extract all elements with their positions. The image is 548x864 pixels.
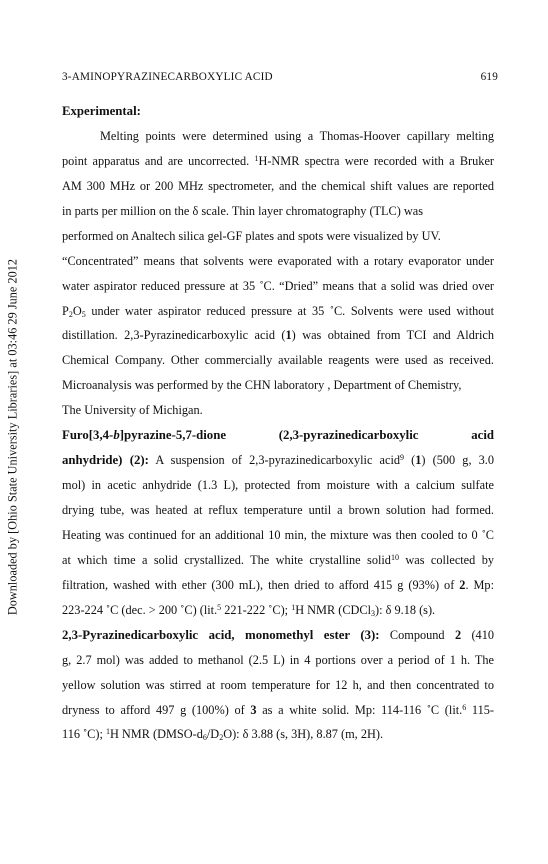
compound-heading: [62, 423, 494, 448]
text-span: point apparatus and are uncorrected.: [62, 153, 255, 168]
text-line: “Concentrated” means that solvents were evaporated with a rotary evaporator under: [62, 253, 494, 268]
text-span: . Mp:: [465, 577, 494, 592]
compound-ref: 3: [250, 702, 257, 717]
compound-2-paragraph: [62, 423, 494, 623]
reference-marker: 5: [217, 602, 222, 612]
text-span: /D: [206, 727, 220, 742]
text-span: ): δ 9.18 (s).: [375, 602, 436, 617]
text-line: water aspirator reduced pressure at 35 ˚C. “Dried” means that a solid was dried over: [62, 278, 494, 293]
text-line: [62, 722, 494, 747]
text-span: 221-222 ˚C);: [221, 602, 292, 617]
text-line: [62, 548, 494, 573]
download-watermark: [0, 0, 28, 864]
text-span: 115-: [466, 702, 494, 717]
italic-text: b: [113, 428, 120, 443]
text-line: Chemical Company. Other commercially available reagents were used as received.: [62, 353, 494, 368]
text-line: yellow solution was stirred at room temperature for 12 h, and then concentrated to: [62, 677, 494, 692]
formula-p: P: [62, 303, 69, 318]
text-line: [62, 598, 494, 623]
reference-marker: 6: [462, 702, 467, 712]
text-line: in parts per million on the δ scale. Thin layer chromatography (TLC) was: [62, 203, 424, 218]
text-span: Furo[3,4-: [62, 428, 114, 443]
compound-heading: 2,3-Pyrazinedicarboxylic acid, monomethyl ester (3):: [62, 627, 380, 642]
text-span: Compound: [379, 627, 455, 642]
compound-ref: 2: [454, 627, 462, 642]
running-header: [62, 71, 498, 83]
superscript: 1: [291, 602, 296, 612]
formula-o: O: [72, 303, 82, 318]
text-line: mol) in acetic anhydride (1.3 L), protected from moisture with a calcium sulfate: [62, 478, 494, 493]
text-span: H NMR (CDCl: [295, 602, 372, 617]
text-line: drying tube, was heated at reflux temperature until a brown solution had formed.: [62, 503, 494, 517]
text-span: A suspension of 2,3-pyrazinedicarboxylic acid: [148, 453, 401, 468]
text-span: was collected by: [398, 552, 495, 567]
superscript: 1: [254, 153, 259, 163]
reference-marker: 10: [390, 552, 399, 562]
text-line: [62, 698, 494, 723]
compound-ref: 2: [459, 577, 466, 592]
text-line: [62, 149, 494, 174]
text-span: ]pyrazine-5,7-dione (2,3-pyrazinedicarboxylic acid: [119, 428, 494, 443]
text-line: [62, 323, 494, 348]
text-span: H-NMR spectra were recorded with a Bruker: [258, 153, 495, 168]
text-line: [62, 448, 494, 473]
running-title: 3-AMINOPYRAZINECARBOXYLIC ACID: [62, 71, 273, 83]
text-span: dryness to afford 497 g (100%) of: [62, 702, 251, 717]
subscript: 2: [219, 733, 224, 743]
text-span: ) was obtained from TCI and Aldrich: [291, 328, 494, 343]
text-line: Microanalysis was performed by the CHN laboratory , Department of Chemistry,: [62, 378, 462, 393]
text-line: The University of Michigan.: [62, 403, 203, 418]
text-span: ) (500 g, 3.0: [421, 453, 495, 468]
compound-3-paragraph: [62, 623, 494, 748]
subscript: 5: [81, 309, 86, 319]
subscript: 6: [202, 733, 207, 743]
text-line: [62, 623, 494, 648]
text-span: 223-224 ˚C (dec. > 200 ˚C) (lit.: [62, 602, 218, 617]
text-span: at which time a solid crystallized. The white crystalline solid: [62, 552, 391, 567]
text-line: [62, 299, 494, 324]
superscript: 1: [105, 727, 110, 737]
section-heading: Experimental:: [62, 104, 141, 118]
compound-heading-end: anhydride) (2):: [62, 453, 149, 468]
text-span: (410: [461, 627, 495, 642]
text-span: under water aspirator reduced pressure at 35 ˚C. Solvents were used without: [85, 303, 494, 318]
text-span: O): δ 3.88 (s, 3H), 8.87 (m, 2H).: [223, 727, 384, 742]
text-span: distillation. 2,3-Pyrazinedicarboxylic acid (: [62, 328, 286, 343]
compound-ref: 1: [285, 328, 292, 343]
experimental-paragraph: [62, 124, 494, 423]
text-line: [62, 573, 494, 598]
text-span: H NMR (DMSO-d: [109, 727, 203, 742]
text-span: 116 ˚C);: [62, 727, 106, 742]
article-body: [62, 99, 494, 747]
text-line: g, 2.7 mol) was added to methanol (2.5 L) in 4 portions over a period of 1 h. The: [62, 652, 494, 667]
page-number: 619: [480, 71, 498, 83]
subscript: 2: [68, 309, 73, 319]
text-span: as a white solid. Mp: 114-116 ˚C (lit.: [256, 702, 463, 717]
text-span: (: [404, 453, 416, 468]
text-line: performed on Analtech silica gel-GF plates and spots were visualized by UV.: [62, 228, 441, 243]
reference-marker: 9: [400, 453, 405, 463]
download-notice: Downloaded by [Ohio State University Libraries] at 03:46 29 June 2012: [5, 258, 20, 616]
text-line: Melting points were determined using a Thomas-Hoover capillary melting: [100, 128, 494, 143]
text-line: AM 300 MHz or 200 MHz spectrometer, and the chemical shift values are reported: [62, 178, 494, 193]
text-span: filtration, washed with ether (300 mL), then dried to afford 415 g (93%) of: [62, 577, 460, 592]
subscript: 3: [371, 608, 376, 618]
compound-ref: 1: [415, 453, 422, 468]
text-line: Heating was continued for an additional 10 min, the mixture was then cooled to 0 ˚C: [62, 527, 494, 542]
